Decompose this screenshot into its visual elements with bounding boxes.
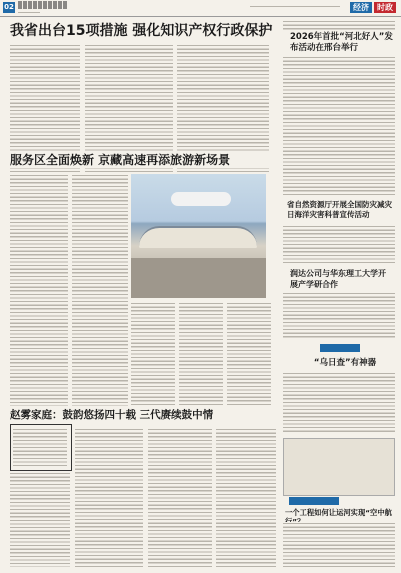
sidebar-graphic (283, 438, 395, 496)
mid-left-body-2 (72, 174, 128, 406)
right-top-body (283, 56, 395, 196)
right-mid-body-2 (283, 292, 395, 340)
airport-photo (131, 174, 266, 298)
right-mid-headline-2: 润达公司与华东理工大学开展产学研合作 (290, 269, 386, 289)
right-intro (283, 20, 395, 30)
right-top-headline: 2026年首批“河北好人”发布活动在邢台举行 (290, 32, 393, 53)
newspaper-title (18, 1, 68, 9)
right-column-title: “乌日查”有神器 (313, 358, 377, 368)
terminal-building (139, 226, 257, 248)
mid-left-body (10, 174, 68, 406)
aircraft-shape (171, 192, 231, 206)
ground-area (131, 258, 266, 298)
right-mid-body-1 (283, 225, 395, 265)
bottom-body-1 (10, 472, 70, 567)
bottom-body-4 (216, 428, 276, 567)
mid-col-c (227, 302, 271, 406)
middle-headline: 服务区全面焕新 京藏高速再添旅游新场景 (10, 152, 275, 168)
bottom-right-label (289, 497, 339, 505)
section-tag-politics: 时政 (374, 2, 396, 13)
editor-info (250, 5, 340, 9)
right-bottom-headline: 一个工程如何让运河实现“空中航 (285, 508, 392, 517)
bottom-headline: 赵雾家庭：鼓韵悠扬四十载 三代赓续鼓中情 (10, 409, 214, 421)
main-headline: 我省出台15项措施 强化知识产权行政保护 (10, 23, 273, 39)
mid-col-b (179, 302, 223, 406)
sidebar-box-text (13, 428, 67, 466)
right-mid-headline-1: 省自然资源厅开展全国防灾减灾日海洋灾害科普宣传活动 (287, 200, 392, 219)
issue-date (18, 11, 40, 14)
column-label (320, 344, 360, 352)
right-bottom-body (283, 522, 395, 567)
mid-col-a (131, 302, 175, 406)
section-tag-economy: 经济 (350, 2, 372, 13)
bottom-body-3 (148, 428, 212, 567)
bottom-body-2 (75, 428, 143, 567)
page-number: 02 (4, 3, 14, 11)
right-column-body (283, 372, 395, 432)
